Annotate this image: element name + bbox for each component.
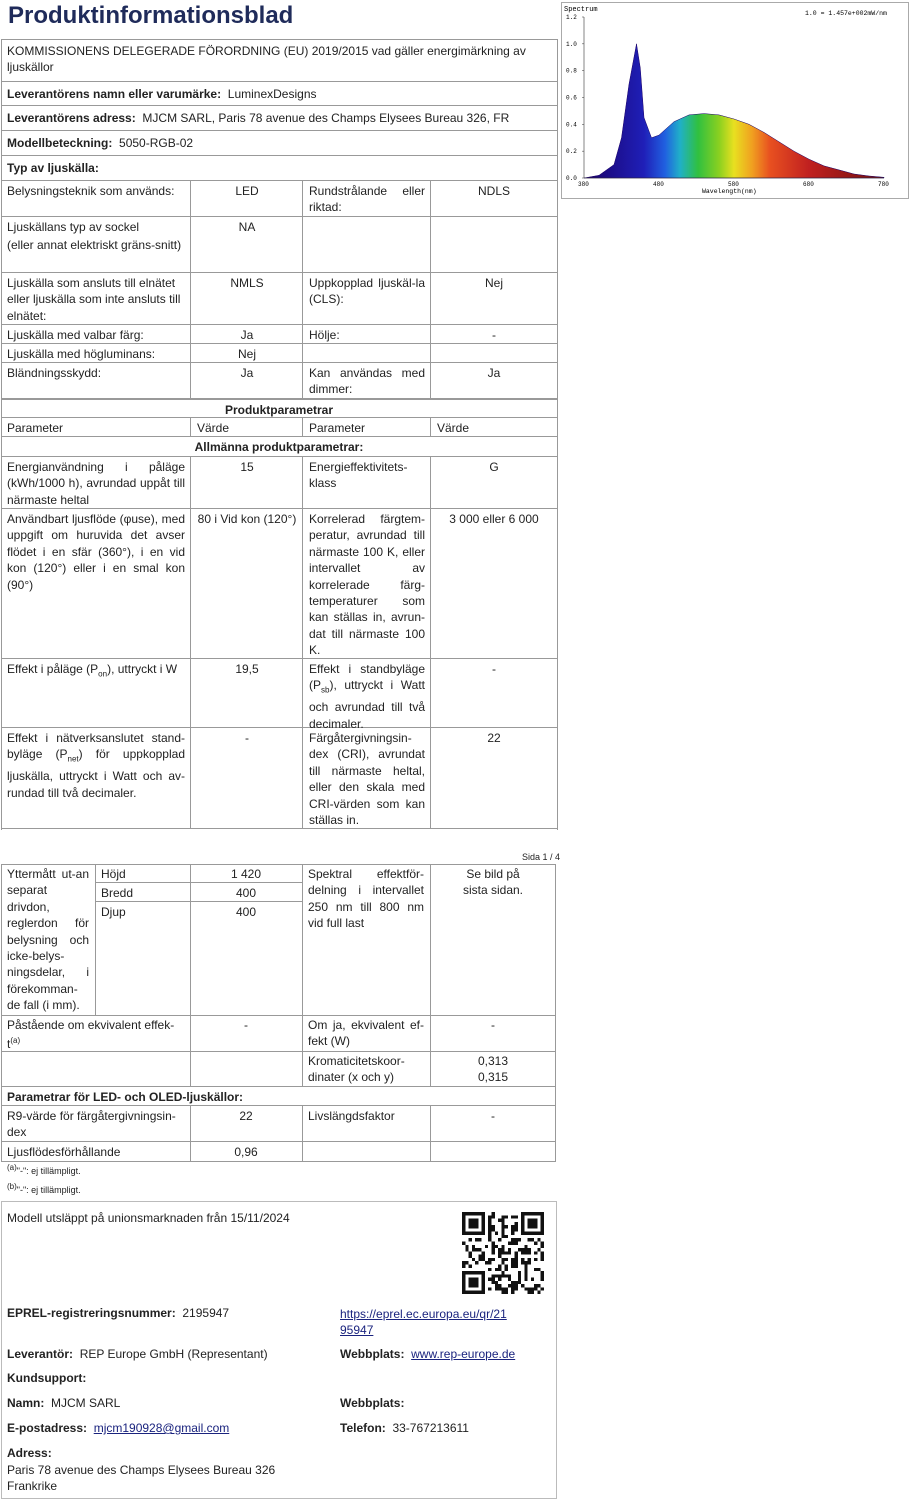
model-row xyxy=(1,131,557,156)
cell: Energianvändning i påläge (kWh/1000 h), avrundad uppåt till närmaste heltal xyxy=(7,460,185,507)
type-row xyxy=(1,181,557,217)
supplier-value: LuminexDesigns xyxy=(227,87,317,101)
name-label: Namn: xyxy=(7,1396,45,1410)
cell: Effekt i standbyläge (P xyxy=(309,662,425,693)
cell: Effekt i påläge (P xyxy=(7,662,99,676)
y-tick-label: 1.0 xyxy=(566,40,577,48)
footnote-ref: (a) xyxy=(10,1036,21,1046)
cell: - xyxy=(245,731,249,745)
cell: 80 i Vid kon (120°) xyxy=(197,512,297,526)
cell: - xyxy=(492,662,496,676)
addr-line: Frankrike xyxy=(7,1479,58,1493)
chroma-x: 0,313 xyxy=(477,1054,509,1068)
web2-label: Webbplats: xyxy=(340,1396,405,1410)
equiv-watt-label: Om ja, ekvivalent ef-fekt (W) xyxy=(308,1018,424,1049)
footnote-marker: (a) xyxy=(7,1163,17,1172)
release-date: Modell utsläppt på unionsmarknaden från 15/11/2024 xyxy=(7,1211,290,1225)
email-label: E-postadress: xyxy=(7,1421,88,1435)
type-row xyxy=(1,344,557,363)
param-row xyxy=(1,457,557,509)
cell: Ljuskällans typ av sockel xyxy=(7,220,140,234)
col-header: Parameter xyxy=(309,421,366,435)
subscript: net xyxy=(67,754,79,764)
subscript: sb xyxy=(321,685,330,695)
cell: Nej xyxy=(237,347,256,361)
col-header: Parameter xyxy=(7,421,64,435)
footnote-a xyxy=(7,1163,81,1176)
support-header: Kundsupport: xyxy=(7,1371,87,1385)
y-tick-label: 0.4 xyxy=(566,121,577,129)
col-header-row xyxy=(1,418,557,437)
eprel-number: 2195947 xyxy=(182,1306,230,1320)
phone-label: Telefon: xyxy=(340,1421,386,1435)
supplier-row xyxy=(1,82,557,106)
x-tick-label: 480 xyxy=(653,181,664,188)
cell: - xyxy=(492,328,496,342)
cell: Belysningsteknik som används: xyxy=(7,184,175,198)
cell: Ljuskälla med högluminans: xyxy=(7,347,156,361)
height-label: Höjd xyxy=(101,867,126,881)
address-value: MJCM SARL, Paris 78 avenue des Champs Elysees Bureau 326, FR xyxy=(142,111,510,125)
flux-label: Ljusflödesförhållande xyxy=(7,1145,121,1159)
cell: Korrelerad färgtem-peratur, avrundad till närmaste 100 K, eller intervallet av korrelerade färg-temperaturer som kan ställas in, avrun-dat till närmaste 100 K. xyxy=(309,512,425,658)
supplier-label: Leverantörens namn eller varumärke: xyxy=(7,87,222,101)
r9-value: 22 xyxy=(239,1109,253,1123)
cell: NMLS xyxy=(230,276,264,290)
qr-code-icon[interactable] xyxy=(462,1212,544,1294)
address-label: Leverantörens adress: xyxy=(7,111,136,125)
phone-value: 33-767213611 xyxy=(392,1421,469,1435)
lifetime-value: - xyxy=(491,1109,495,1123)
spectrum-xlabel: Wavelength(nm) xyxy=(702,188,757,195)
col-header: Värde xyxy=(197,421,230,435)
model-label: Modellbeteckning: xyxy=(7,136,113,150)
cell: Uppkopplad ljuskäl-la (CLS): xyxy=(309,276,425,307)
addr-label: Adress: xyxy=(7,1446,52,1460)
cell: Nej xyxy=(484,276,503,290)
cell: 3 000 eller 6 000 xyxy=(449,512,539,526)
product-params-row xyxy=(1,399,557,418)
cell: ), uttryckt i Watt och avrundad till två decimaler. xyxy=(309,678,425,731)
cell: NDLS xyxy=(477,184,510,198)
footnote-marker: (b) xyxy=(7,1182,17,1191)
regulation-text: KOMMISSIONENS DELEGERADE FÖRORDNING (EU) 2019/2015 vad gäller energimärkning av ljuskällor xyxy=(7,44,526,75)
lev-value: REP Europe GmbH (Representant) xyxy=(79,1347,268,1361)
x-tick-label: 780 xyxy=(878,181,889,188)
height-value: 1 420 xyxy=(230,867,262,881)
cell: ) för uppkopplad ljuskälla, uttryckt i Watt och av-rundad till två decimaler. xyxy=(7,747,185,800)
cell: Ljuskälla som ansluts till elnätet eller ljuskälla som inte ansluts till elnätet: xyxy=(7,276,181,323)
width-label: Bredd xyxy=(101,886,134,900)
footnote-b xyxy=(7,1182,81,1195)
spectrum-chart xyxy=(561,2,909,199)
param-row xyxy=(1,509,557,659)
cell: 15 xyxy=(240,460,254,474)
footnote-text: "-": ej tillämpligt. xyxy=(16,1185,81,1195)
cell: 19,5 xyxy=(235,662,259,676)
page-number: Sida 1 / 4 xyxy=(522,852,561,862)
general-params-header: Allmänna produktparametrar: xyxy=(194,440,364,454)
cell: G xyxy=(489,460,499,474)
x-tick-label: 680 xyxy=(803,181,814,188)
depth-label: Djup xyxy=(101,905,126,919)
led-header: Parametrar för LED- och OLED-ljuskällor: xyxy=(7,1090,244,1104)
type-header: Typ av ljuskälla: xyxy=(7,161,99,175)
type-row xyxy=(1,217,557,273)
cell: ), uttryckt i W xyxy=(107,662,178,676)
eprel-label: EPREL-registreringsnummer: xyxy=(7,1306,176,1320)
addr-line: Paris 78 avenue des Champs Elysees Bureau 326 xyxy=(7,1463,276,1477)
eprel-link-part[interactable]: 95947 xyxy=(340,1323,374,1337)
type-row xyxy=(1,325,557,344)
spectrum-svg xyxy=(562,3,908,198)
cell: Ja xyxy=(487,366,501,380)
cell: Energieffektivitets-klass xyxy=(309,460,408,491)
x-tick-label: 380 xyxy=(578,181,589,188)
general-params-row xyxy=(1,437,557,457)
chroma-label: Kromaticitetskoor-dinater (x och y) xyxy=(308,1054,405,1085)
spectrum-title: Spectrum xyxy=(564,6,598,14)
y-tick-label: 0.6 xyxy=(566,94,577,102)
web-label: Webbplats: xyxy=(340,1347,405,1361)
address-row xyxy=(1,106,557,131)
cell: (eller annat elektriskt gräns-snitt) xyxy=(7,238,182,253)
param-row xyxy=(1,659,557,731)
spectral-value: Se bild på sista sidan. xyxy=(462,867,524,898)
cell: Rundstrålande eller riktad: xyxy=(309,184,425,215)
footnote-text: "-": ej tillämpligt. xyxy=(16,1166,81,1176)
x-tick-label: 580 xyxy=(728,181,739,188)
web-link[interactable]: www.rep-europe.de xyxy=(411,1347,516,1361)
type-row xyxy=(1,273,557,325)
cell: Effekt i nätverksanslutet stand-byläge (P xyxy=(7,731,185,762)
chroma-y: 0,315 xyxy=(477,1070,509,1085)
regulation-row xyxy=(1,39,557,82)
spectrum-area xyxy=(584,44,884,178)
width-value: 400 xyxy=(235,886,257,900)
equiv-value: - xyxy=(244,1018,248,1032)
cell: Användbart ljusflöde (φuse), med uppgift om huruvida det avser flödet i en sfär (360°), i en vid kon (120°) eller i en smal kon (90°) xyxy=(7,512,185,592)
cell: Hölje: xyxy=(309,328,340,342)
spectral-label: Spektral effektför-delning i intervallet 250 nm till 800 nm vid full last xyxy=(308,867,424,931)
cell: LED xyxy=(235,184,259,198)
r9-label: R9-värde för färgåtergivningsin-dex xyxy=(7,1109,176,1140)
eprel-link[interactable] xyxy=(340,1306,507,1338)
y-tick-label: 0.2 xyxy=(566,148,577,156)
flux-value: 0,96 xyxy=(234,1145,258,1159)
name-value: MJCM SARL xyxy=(51,1396,121,1410)
spectrum-scale: 1.0 = 1.457e+002mW/nm xyxy=(805,10,887,17)
cell: Ja xyxy=(240,366,254,380)
model-value: 5050-RGB-02 xyxy=(119,136,194,150)
param-row xyxy=(1,728,557,829)
eprel-link-part[interactable]: https://eprel.ec.europa.eu/qr/21 xyxy=(340,1307,507,1321)
product-params-header: Produktparametrar xyxy=(224,403,334,417)
col-header: Värde xyxy=(437,421,470,435)
cell: Kan användas med dimmer: xyxy=(309,366,425,397)
equiv-watt-value: - xyxy=(491,1018,495,1032)
y-tick-label: 0.0 xyxy=(566,175,577,182)
cell: Färgåtergivningsin-dex (CRI), avrundat till närmaste heltal, eller den skala med CRI-värden som kan ställas in. xyxy=(309,731,425,828)
y-tick-label: 1.2 xyxy=(566,14,577,21)
lev-label: Leverantör: xyxy=(7,1347,74,1361)
cell: Ja xyxy=(240,328,254,342)
cell: Bländningsskydd: xyxy=(7,366,102,380)
dims-label: Yttermått ut-an separat drivdon, reglerdon för belysning och icke-belys-ningsdelar, i förekomman-de fall (i mm). xyxy=(7,867,89,1013)
type-header-row xyxy=(1,156,557,181)
depth-value: 400 xyxy=(235,905,257,919)
page-title: Produktinformationsblad xyxy=(8,2,294,29)
lifetime-label: Livslängdsfaktor xyxy=(308,1109,395,1123)
y-tick-label: 0.8 xyxy=(566,67,577,75)
cell: Ljuskälla med valbar färg: xyxy=(7,328,144,342)
cell: NA xyxy=(238,220,256,234)
equiv-label: Påstående om ekvivalent effek-t xyxy=(7,1018,175,1052)
subscript: on xyxy=(98,669,108,679)
email-link[interactable]: mjcm190928@gmail.com xyxy=(93,1421,230,1435)
cell: 22 xyxy=(487,731,501,745)
type-row xyxy=(1,363,557,399)
